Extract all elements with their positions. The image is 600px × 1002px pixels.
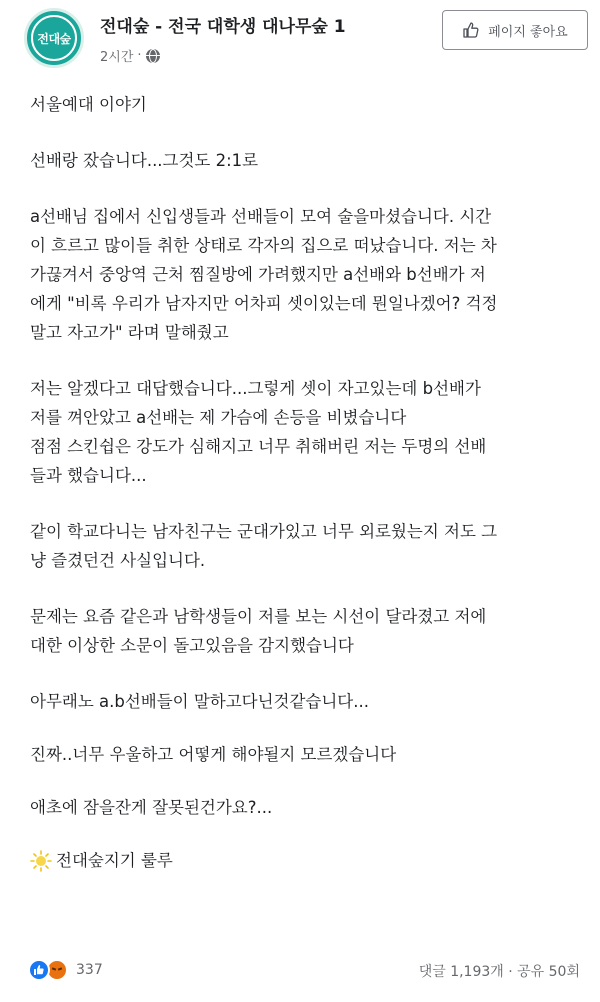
avatar-text: 전대숲 (31, 15, 77, 61)
post-meta (100, 46, 160, 65)
page-avatar[interactable] (24, 8, 84, 68)
signature-text: 전대숲지기 룰루 (56, 851, 173, 870)
meta-separator: · (137, 48, 142, 63)
post-paragraph-6: 아무래노 a.b선배들이 말하고다닌것같습니다... (30, 692, 369, 711)
like-reaction-icon (28, 959, 50, 981)
post-paragraph-3: 저는 알겠다고 대답했습니다...그렇게 셋이 자고있는데 b선배가 저를 껴안았고 a선배는 제 가슴에 손등을 비볐습니다 점점 스킨쉽은 강도가 심해지고 너무 취해버린 저는 두명의 선배 들과 했습니다... (30, 379, 487, 485)
post-paragraph-4: 같이 학교다니는 남자친구는 군대가있고 너무 외로웠는지 저도 그 냥 즐겼던건 사실입니다. (30, 522, 498, 570)
comments-shares-stats[interactable]: 댓글 1,193개 · 공유 50회 (418, 964, 580, 980)
page-name-link[interactable]: 전대숲 - 전국 대학생 대나무숲 1 (100, 17, 346, 37)
post-paragraph-1: 선배랑 잤습니다...그것도 2:1로 (30, 151, 259, 170)
like-page-label: 페이지 좋아요 (488, 24, 568, 40)
like-page-button[interactable] (442, 10, 588, 50)
sparkle-icon (30, 850, 52, 872)
post-time[interactable]: 2시간 (100, 50, 134, 65)
post-header (0, 0, 600, 80)
post-footer (0, 955, 600, 991)
reaction-count: 337 (76, 962, 103, 978)
globe-icon (146, 49, 160, 63)
post-paragraph-7: 진짜..너무 우울하고 어떻게 해야될지 모르겠습니다 (30, 745, 397, 764)
post-signature (30, 846, 586, 875)
post-paragraph-5: 문제는 요즘 같은과 남학생들이 저를 보는 시선이 달라졌고 저에 대한 이상한 소문이 돌고있음을 감지했습니다 (30, 607, 487, 655)
post-paragraph-8: 애초에 잠을잔게 잘못된건가요?... (30, 798, 273, 817)
post-title: 서울예대 이야기 (30, 95, 147, 114)
post-paragraph-2: a선배님 집에서 신입생들과 선배들이 모여 술을마셨습니다. 시간 이 흐르고 많이들 취한 상태로 각자의 집으로 떠났습니다. 저는 차 가끊겨서 중앙역 근처 찜질방에 가려했지만 a선배와 b선배가 저 에게 "비록 우리가 남자지만 어차피 셋이있는데 뭔일나겠어? 걱정 말고 자고가" 라며 말해줬고 (30, 207, 498, 342)
thumbs-up-icon (462, 21, 480, 39)
reactions-summary[interactable] (28, 959, 103, 981)
post-body (30, 90, 586, 875)
